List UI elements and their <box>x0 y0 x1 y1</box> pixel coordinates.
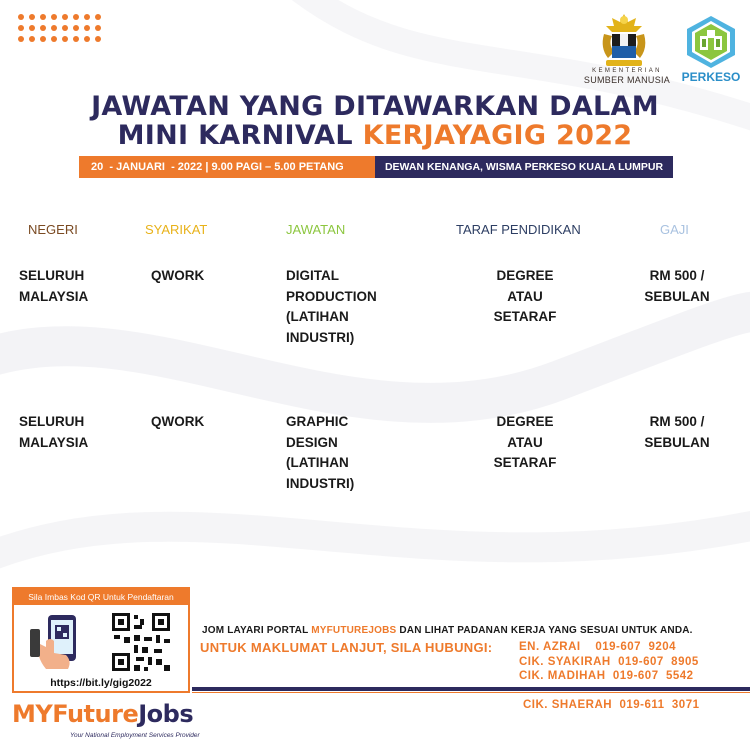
phone-scan-icon <box>30 613 90 673</box>
cell-line: SETARAF <box>493 455 557 470</box>
portal-message <box>202 625 693 636</box>
table-row-2-syarikat: QWORK <box>151 414 205 429</box>
table-row-2-negeri <box>19 412 88 453</box>
table-row-2-pendidikan <box>480 412 570 474</box>
header-jawatan: JAWATAN <box>286 222 346 237</box>
cell-line: INDUSTRI) <box>286 329 355 345</box>
table-row-1-syarikat: QWORK <box>151 268 205 283</box>
brand-my: MY <box>12 700 53 728</box>
table-row-2-jawatan <box>286 412 354 494</box>
header-negeri: NEGERI <box>28 222 78 237</box>
portal-message-prefix: JOM LAYARI PORTAL <box>202 625 312 636</box>
contact-heading: UNTUK MAKLUMAT LANJUT, SILA HUBUNGI: <box>200 640 493 655</box>
cell-line: SEBULAN <box>644 434 710 450</box>
event-date-time: 20 - JANUARI - 2022 | 9.00 PAGI – 5.00 PETANG <box>79 156 375 178</box>
cell-line: DESIGN <box>286 434 338 450</box>
cell-line: RM 500 / <box>649 268 705 283</box>
perkeso-logo-icon <box>683 14 739 70</box>
cell-line: PRODUCTION <box>286 288 377 304</box>
perkeso-label: PERKESO <box>681 70 741 84</box>
myfuturejobs-logo <box>12 700 193 728</box>
cell-line: ATAU <box>507 434 543 450</box>
cell-line: SELURUH <box>19 268 85 283</box>
header-syarikat: SYARIKAT <box>145 222 208 237</box>
cell-line: ATAU <box>507 288 543 304</box>
event-venue: DEWAN KENANGA, WISMA PERKESO KUALA LUMPUR <box>375 156 673 178</box>
ministry-name <box>578 68 676 85</box>
title-line2-prefix: MINI KARNIVAL <box>117 120 363 151</box>
header-gaji: GAJI <box>660 222 689 237</box>
cell-line: DIGITAL <box>286 268 339 283</box>
footer-divider-accent <box>192 692 750 693</box>
cell-line: (LATIHAN <box>286 455 349 470</box>
table-row-1-gaji <box>632 266 722 307</box>
portal-message-suffix: DAN LIHAT PADANAN KERJA YANG SESUAI UNTUK ANDA. <box>396 625 693 636</box>
cell-line: SEBULAN <box>644 288 710 304</box>
table-row-1-pendidikan <box>480 266 570 328</box>
contact-azrai: EN. AZRAI 019-607 9204 <box>519 641 677 653</box>
ministry-line1: KEMENTERIAN <box>592 68 662 74</box>
event-info-bar <box>79 156 673 178</box>
registration-link[interactable]: https://bit.ly/gig2022 <box>50 677 152 689</box>
cell-line: (LATIHAN <box>286 309 349 324</box>
qr-code-icon <box>110 611 172 673</box>
cell-line: DEGREE <box>496 268 554 283</box>
brand-future: Future <box>52 700 139 728</box>
table-row-1-negeri <box>19 266 88 307</box>
page-title <box>0 92 750 150</box>
footer-divider <box>192 687 750 691</box>
cell-line: GRAPHIC <box>286 414 349 429</box>
cell-line: INDUSTRI) <box>286 475 355 491</box>
brand-jobs: Jobs <box>138 700 194 728</box>
cell-line: SETARAF <box>493 309 557 324</box>
decorative-dots <box>18 14 101 42</box>
contact-syakirah: CIK. SYAKIRAH 019-607 8905 <box>519 656 699 668</box>
qr-registration-box <box>12 587 190 693</box>
brand-tagline: Your National Employment Services Provider <box>70 732 200 739</box>
header-taraf-pendidikan: TARAF PENDIDIKAN <box>456 222 581 237</box>
cell-line: MALAYSIA <box>19 434 89 450</box>
cell-line: RM 500 / <box>649 414 705 429</box>
contact-shaerah: CIK. SHAERAH 019-611 3071 <box>523 699 700 711</box>
qr-header: Sila Imbas Kod QR Untuk Pendaftaran <box>14 589 188 605</box>
table-row-2-gaji <box>632 412 722 453</box>
table-row-1-jawatan <box>286 266 377 348</box>
title-line1: JAWATAN YANG DITAWARKAN DALAM <box>91 91 659 122</box>
cell-line: SELURUH <box>19 414 85 429</box>
title-line2 <box>0 121 750 150</box>
cell-line: DEGREE <box>496 414 554 429</box>
cell-line: MALAYSIA <box>19 288 89 304</box>
title-line2-accent: KERJAYAGIG 2022 <box>362 120 633 151</box>
portal-name: MYFUTUREJOBS <box>311 625 397 636</box>
contact-madihah: CIK. MADIHAH 019-607 5542 <box>519 670 694 682</box>
coat-of-arms-logo <box>594 12 654 70</box>
ministry-line2: SUMBER MANUSIA <box>583 75 671 85</box>
